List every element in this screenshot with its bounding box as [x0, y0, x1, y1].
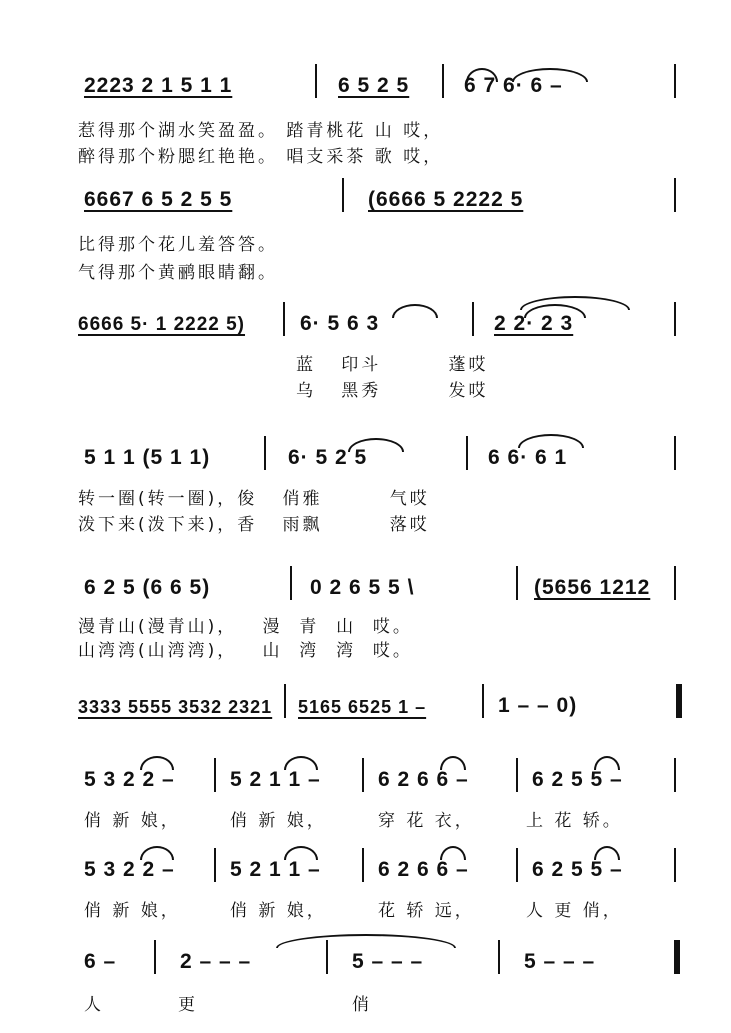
lyric: 人: [84, 995, 104, 1015]
barline: [342, 178, 344, 212]
measure: 5 – – –: [524, 950, 596, 973]
notation-line: [78, 752, 683, 792]
barline: [674, 178, 676, 212]
lyric: 俏 新 娘，: [84, 811, 181, 831]
measure: 6667 6 5 2 5 5: [84, 188, 233, 211]
barline: [516, 848, 518, 882]
lyric-verse-1: 惹得那个湖水笑盈盈。 踏青桃花 山 哎，: [78, 121, 444, 141]
barline: [674, 848, 676, 882]
lyric: 俏: [352, 995, 372, 1015]
barline: [482, 684, 484, 718]
barline: [214, 848, 216, 882]
lyric: 俏 新 娘，: [84, 901, 181, 921]
measure: 1 – – 0): [498, 694, 578, 717]
lyric: 俏 新 娘，: [230, 811, 327, 831]
barline: [674, 302, 676, 336]
measure: (6666 5 2222 5: [368, 188, 524, 211]
notation-line: [78, 560, 683, 600]
measure: 6 2 6 6 –: [378, 858, 469, 881]
notation-line: [78, 58, 683, 98]
barline: [498, 940, 500, 974]
barline: [315, 64, 317, 98]
lyric-verse-1: 漫青山(漫青山)， 漫 青 山 哎。: [78, 617, 413, 637]
barline: [674, 64, 676, 98]
barline: [466, 436, 468, 470]
barline: [214, 758, 216, 792]
repeat-end-barline: [676, 684, 682, 718]
measure: 6· 5 6 3: [300, 312, 380, 335]
lyric-verse-2: 乌 黑秀 发哎: [296, 381, 489, 401]
lyric: 人 更 俏，: [526, 901, 623, 921]
measure: 5 3 2 2 –: [84, 768, 175, 791]
barline: [284, 684, 286, 718]
barline: [442, 64, 444, 98]
lyric-verse-2: 山湾湾(山湾湾)， 山 湾 湾 哎。: [78, 641, 413, 661]
barline: [472, 302, 474, 336]
barline: [290, 566, 292, 600]
measure: 6 2 6 6 –: [378, 768, 469, 791]
barline: [516, 758, 518, 792]
lyric-verse-2: 气得那个黄鹂眼睛翻。: [78, 263, 278, 283]
barline: [516, 566, 518, 600]
lyric: 上 花 轿。: [526, 811, 623, 831]
lyric-verse-1: 转一圈(转一圈)，俊 俏雅 气哎: [78, 489, 430, 509]
measure: 6 2 5 5 –: [532, 858, 623, 881]
measure: 5 2 1 1 –: [230, 858, 321, 881]
measure: 6 –: [84, 950, 117, 973]
barline: [154, 940, 156, 974]
final-barline: [674, 940, 680, 974]
measure: 6666 5· 1 2222 5): [78, 314, 246, 335]
barline: [674, 758, 676, 792]
barline: [674, 436, 676, 470]
notation-line: [78, 842, 683, 882]
measure: 2 – – –: [180, 950, 252, 973]
measure: 6 7 6· 6 –: [464, 74, 563, 97]
measure: 5 – – –: [352, 950, 424, 973]
lyric: 更: [178, 995, 198, 1015]
measure: 6 5 2 5: [338, 74, 410, 97]
measure: 2223 2 1 5 1 1: [84, 74, 233, 97]
measure: 5 3 2 2 –: [84, 858, 175, 881]
barline: [283, 302, 285, 336]
measure: 0 2 6 5 5 \: [310, 576, 415, 599]
measure: 5 1 1 (5 1 1): [84, 446, 211, 469]
measure: 2 2· 2 3: [494, 312, 574, 335]
lyric: 穿 花 衣，: [378, 811, 475, 831]
lyric: 花 轿 远，: [378, 901, 475, 921]
barline: [264, 436, 266, 470]
lyric-verse-2: 泼下来(泼下来)，香 雨飘 落哎: [78, 515, 430, 535]
measure: 5165 6525 1 –: [298, 697, 427, 717]
measure: 5 2 1 1 –: [230, 768, 321, 791]
lyric-verse-2: 醉得那个粉腮红艳艳。 唱支采茶 歌 哎，: [78, 147, 444, 167]
notation-line: [78, 678, 683, 718]
measure: 6 2 5 (6 6 5): [84, 576, 211, 599]
barline: [674, 566, 676, 600]
measure: (5656 1212: [534, 576, 651, 599]
lyric-verse-1: 蓝 印斗 蓬哎: [296, 355, 489, 375]
measure: 6 6· 6 1: [488, 446, 568, 469]
measure: 3333 5555 3532 2321: [78, 697, 273, 717]
barline: [362, 848, 364, 882]
lyric: 俏 新 娘，: [230, 901, 327, 921]
notation-line: [78, 172, 683, 212]
measure: 6 2 5 5 –: [532, 768, 623, 791]
measure: 6· 5 2 5: [288, 446, 368, 469]
lyric-verse-1: 比得那个花儿羞答答。: [78, 235, 278, 255]
barline: [362, 758, 364, 792]
